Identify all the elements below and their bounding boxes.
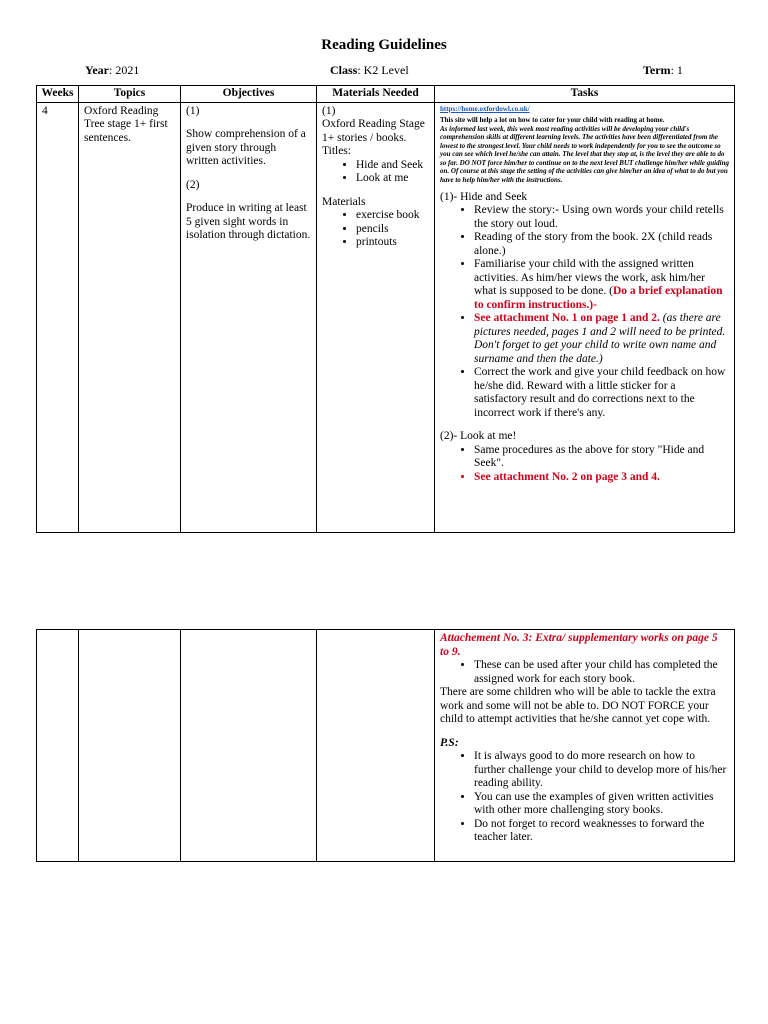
oxford-owl-link[interactable]: https://home.oxfordowl.co.uk/ — [440, 104, 530, 113]
empty-cell — [181, 630, 317, 862]
objective-1-text: Show comprehension of a given story through written activities. — [186, 128, 306, 167]
materials-cell — [317, 102, 435, 532]
attachment-3-title: Attachement No. 3: Extra/ supplementary works on page 5 to 9. — [440, 632, 718, 658]
objective-2-text: Produce in writing at least 5 given sight words in isolation through dictation. — [186, 202, 311, 241]
section-2-title: (2)- Look at me! — [440, 430, 517, 443]
list-item: • Familiarise your child with the assigned written activities. As him/her views the work, ask him/her what is supposed to be done. (Do a brief explanation to confirm instructions.)- — [474, 258, 729, 312]
term-field: Term: 1 — [643, 63, 683, 77]
list-item: • You can use the examples of given written activities with other more challenging story books. — [474, 791, 729, 818]
table-row — [37, 630, 735, 862]
table-row — [37, 102, 735, 532]
ps-list — [440, 750, 729, 845]
list-item: • Reading of the story from the book. 2X (child reads alone.) — [474, 231, 729, 258]
header-weeks: Weeks — [37, 86, 79, 103]
list-item: • exercise book — [356, 209, 429, 223]
objectives-cell — [181, 102, 317, 532]
table-header-row — [37, 86, 735, 103]
supplementary-cell — [435, 630, 735, 862]
header-tasks: Tasks — [435, 86, 735, 103]
section-1-list — [440, 204, 729, 420]
section-2-list — [440, 444, 729, 485]
tasks-cell — [435, 102, 735, 532]
header-topics: Topics — [79, 86, 181, 103]
tasks-intro: As informed last week, this week most reading activities will be developing your child's comprehension skills at different learning levels. The activities have been differentiated from the lowest to the strongest level. Your child needs to work independently for you to see the outcome so you can see which level he/she can attain. The level that they stop at, is the level they are able to do so far. DO NOT force him/her to continue on to the next level BUT challenge him/her while guiding on. Of course at this stage the setting of the activities can give him/her an idea of what to do but you have to help him/her with the instructions. — [440, 124, 729, 185]
objective-2-number: (2) — [186, 178, 200, 191]
materials-number: (1) — [322, 104, 336, 117]
year-field: Year: 2021 — [85, 63, 140, 77]
class-field: Class: K2 Level — [330, 63, 409, 77]
list-item: • These can be used after your child has completed the assigned work for each story book. — [474, 659, 729, 686]
list-item: • See attachment No. 2 on page 3 and 4. — [474, 471, 729, 485]
header-materials: Materials Needed — [317, 86, 435, 103]
guidelines-table — [36, 85, 735, 533]
materials-label: Materials — [322, 195, 366, 208]
list-item: • Review the story:- Using own words your child retells the story out loud. — [474, 204, 729, 231]
attachment-3-list — [440, 659, 729, 686]
list-item: • pencils — [356, 223, 429, 237]
list-item: • Same procedures as the above for story "Hide and Seek". — [474, 444, 729, 471]
ps-label: P.S: — [440, 736, 459, 749]
header-objectives: Objectives — [181, 86, 317, 103]
objective-1-number: (1) — [186, 104, 200, 117]
supplementary-paragraph: There are some children who will be able to tackle the extra work and some will not be able to. DO NOT FORCE your child to attempt activities that he/she cannot yet cope with. — [440, 686, 716, 725]
materials-stage: Oxford Reading Stage 1+ stories / books. — [322, 118, 425, 144]
list-item: • See attachment No. 1 on page 1 and 2. (as there are pictures needed, pages 1 and 2 will need to be printed. Don't forget to get your child to write own name and surname and then the date.) — [474, 312, 729, 366]
titles-list — [322, 159, 429, 186]
section-1-title: (1)- Hide and Seek — [440, 190, 528, 203]
supplementary-table — [36, 629, 735, 862]
link-note: This site will help a lot on how to cater for your child with reading at home. — [440, 116, 665, 124]
list-item: • It is always good to do more research on how to further challenge your child to develop more of his/her reading ability. — [474, 750, 729, 791]
empty-cell — [317, 630, 435, 862]
list-item: • printouts — [356, 236, 429, 250]
materials-list — [322, 209, 429, 250]
list-item: • Look at me — [356, 172, 429, 186]
week-cell: 4 — [37, 102, 79, 532]
list-item: • Hide and Seek — [356, 159, 429, 173]
topic-cell: Oxford Reading Tree stage 1+ first sentences. — [79, 102, 181, 532]
list-item: • Do not forget to record weaknesses to forward the teacher later. — [474, 818, 729, 845]
empty-cell — [37, 630, 79, 862]
list-item: • Correct the work and give your child feedback on how he/she did. Reward with a little sticker for a satisfactory result and do corrections next to the incorrect work if there's any. — [474, 366, 729, 420]
titles-label: Titles: — [322, 145, 351, 157]
empty-cell — [79, 630, 181, 862]
page-title: Reading Guidelines — [321, 37, 447, 53]
